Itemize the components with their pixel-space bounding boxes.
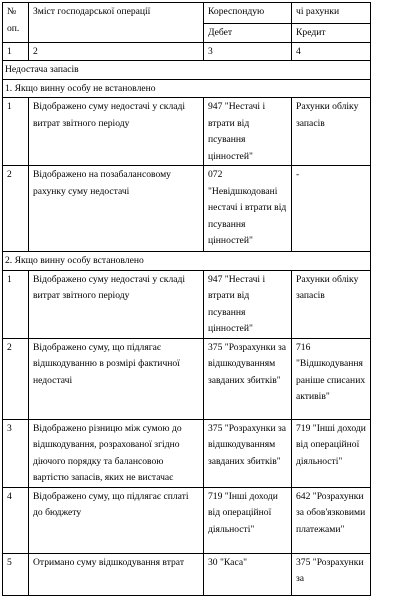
header-accounts: чі рахунки bbox=[292, 3, 371, 24]
row-credit: 642 "Розрахунки за обов'язковими платежами" bbox=[292, 487, 371, 553]
row-credit: 375 "Розрахунки за bbox=[292, 553, 371, 595]
row-credit: 719 "Інші доходи від операційної діяльності" bbox=[292, 419, 371, 487]
header-debit: Дебет bbox=[204, 24, 292, 43]
row-num: 1 bbox=[3, 270, 29, 338]
row-content: Відображено суму недостачі у складі витрат звітного періоду bbox=[29, 270, 204, 338]
row-debit: 375 "Розрахунки за відшкодуванням завданих збитків" bbox=[204, 419, 292, 487]
row-debit: 375 "Розрахунки за відшкодуванням завданих збитків" bbox=[204, 338, 292, 419]
header-num: № оп. bbox=[3, 3, 29, 43]
section-title: Недостача запасів bbox=[3, 61, 371, 80]
index-row bbox=[3, 42, 371, 61]
operations-table bbox=[2, 2, 371, 596]
subsection-row bbox=[3, 252, 371, 271]
table-row bbox=[3, 419, 371, 487]
index-cell: 4 bbox=[292, 42, 371, 61]
table-row bbox=[3, 553, 371, 595]
table-row bbox=[3, 270, 371, 338]
index-cell: 3 bbox=[204, 42, 292, 61]
row-num: 1 bbox=[3, 98, 29, 166]
row-content: Відображено різницю між сумою до відшкодування, розрахованої згідно діючого порядку та балансовою вартістю запасів, яких не вистачає bbox=[29, 419, 204, 487]
subsection-row bbox=[3, 79, 371, 98]
row-content: Відображено на позабалансовому рахунку суму недостачі bbox=[29, 166, 204, 252]
row-debit: 719 "Інші доходи від операційної діяльності" bbox=[204, 487, 292, 553]
row-debit: 30 "Каса" bbox=[204, 553, 292, 595]
row-num: 2 bbox=[3, 166, 29, 252]
row-num: 3 bbox=[3, 419, 29, 487]
row-content: Отримано суму відшкодування втрат bbox=[29, 553, 204, 595]
table-row bbox=[3, 338, 371, 419]
table-row bbox=[3, 487, 371, 553]
row-debit: 947 "Нестачі і втрати від псування цінностей" bbox=[204, 270, 292, 338]
row-credit: 716 "Відшкодування раніше списаних активів" bbox=[292, 338, 371, 419]
row-content: Відображено суму недостачі у складі витрат звітного періоду bbox=[29, 98, 204, 166]
row-content: Відображено суму, що підлягає сплаті до бюджету bbox=[29, 487, 204, 553]
row-num: 2 bbox=[3, 338, 29, 419]
row-content: Відображено суму, що підлягає відшкодуванню в розмірі фактичної недостачі bbox=[29, 338, 204, 419]
row-credit: Рахунки обліку запасів bbox=[292, 270, 371, 338]
header-content: Зміст господарської операції bbox=[29, 3, 204, 43]
row-credit: Рахунки обліку запасів bbox=[292, 98, 371, 166]
index-cell: 2 bbox=[29, 42, 204, 61]
section-row bbox=[3, 61, 371, 80]
header-corr: Кореспондую bbox=[204, 3, 292, 24]
row-num: 4 bbox=[3, 487, 29, 553]
table-row bbox=[3, 166, 371, 252]
row-num: 5 bbox=[3, 553, 29, 595]
table-row bbox=[3, 98, 371, 166]
header-row bbox=[3, 3, 371, 24]
row-credit: - bbox=[292, 166, 371, 252]
subsection-title: 1. Якщо винну особу не встановлено bbox=[3, 79, 371, 98]
row-debit: 947 "Нестачі і втрати від псування цінностей" bbox=[204, 98, 292, 166]
index-cell: 1 bbox=[3, 42, 29, 61]
row-debit: 072 "Невідшкодовані нестачі і втрати від псування цінностей" bbox=[204, 166, 292, 252]
subsection-title: 2. Якщо винну особу встановлено bbox=[3, 252, 371, 271]
header-credit: Кредит bbox=[292, 24, 371, 43]
